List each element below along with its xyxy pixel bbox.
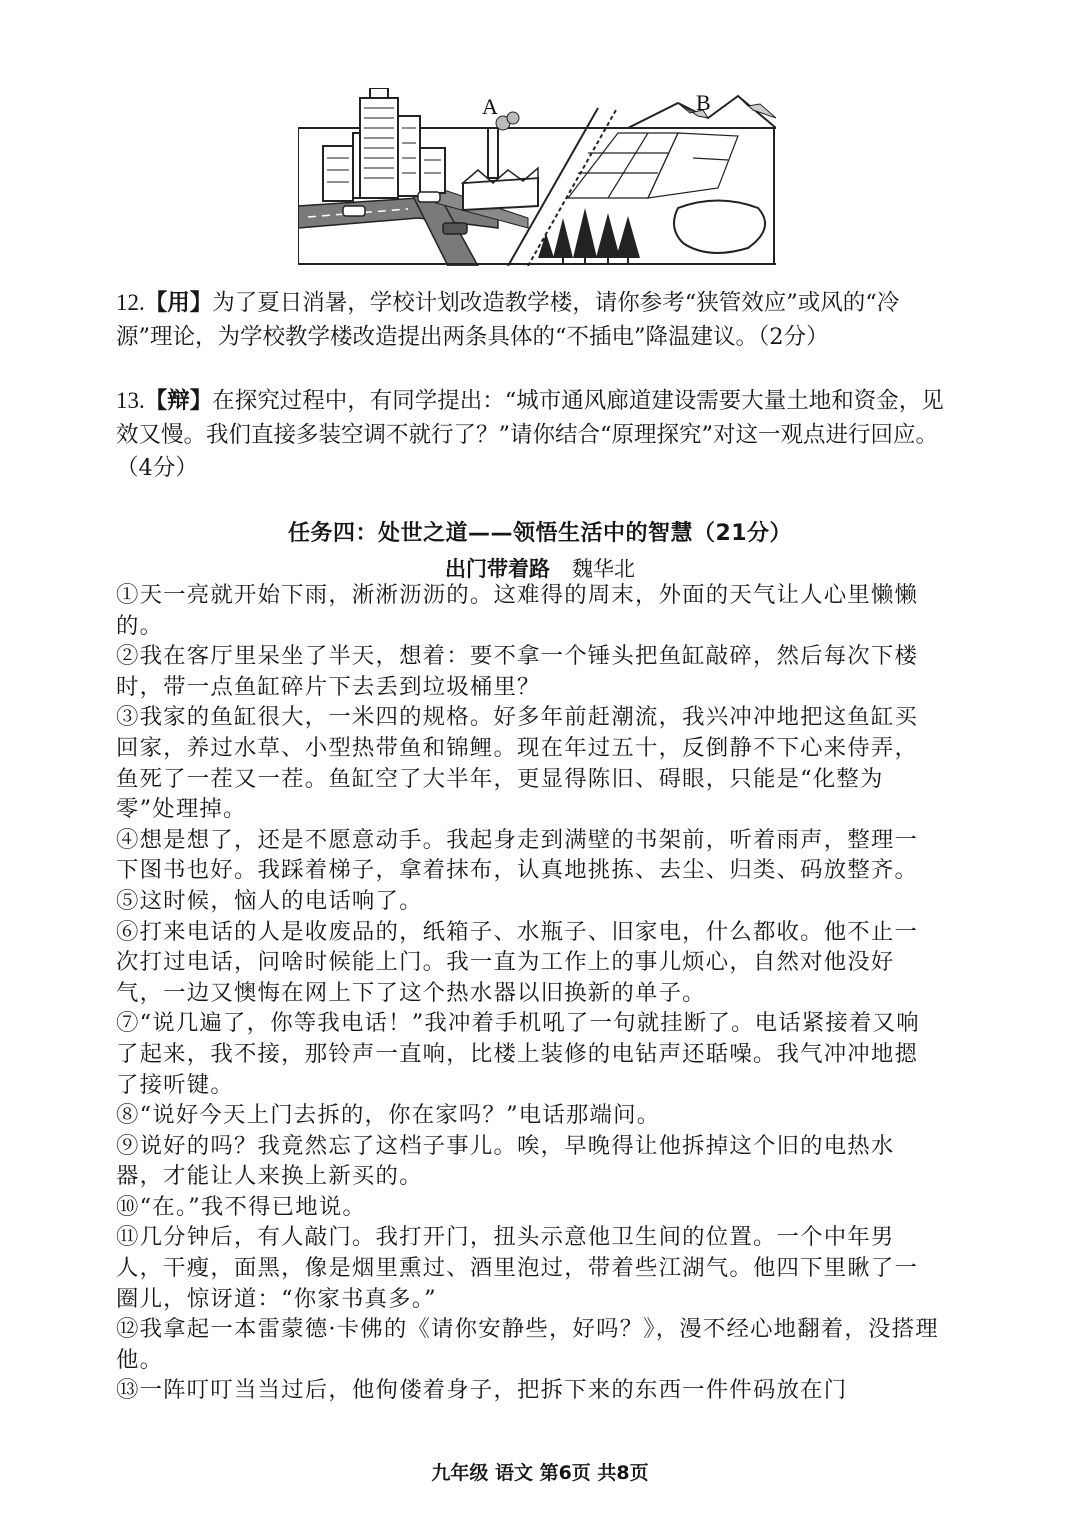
article-paragraph: ⑤这时候，恼人的电话响了。 — [116, 887, 423, 914]
article-paragraph: ⑪几分钟后，有人敲门。我打开门，扭头示意他卫生间的位置。一个中年男人，干瘦，面黑，像是烟里熏过、酒里泡过，带着些江湖气。他四下里瞅了一圈儿，惊讶道：“你家书真多。” — [116, 1224, 919, 1312]
question-tag: 【辩】 — [144, 388, 213, 414]
article-paragraph: ⑫我拿起一本雷蒙德·卡佛的《请你安静些，好吗？》，漫不经心地翻着，没搭理他。 — [116, 1316, 939, 1373]
section-title: 任务四：处世之道——领悟生活中的智慧（21分） — [287, 521, 793, 546]
article-title: 出门带着路 — [445, 557, 550, 581]
article-paragraph: ④想是想了，还是不愿意动手。我起身走到满壁的书架前，听着雨声，整理一下图书也好。我踩着梯子，拿着抹布，认真地挑拣、去尘、归类、码放整齐。 — [116, 826, 919, 884]
city-vs-nature-illustration — [298, 88, 776, 266]
article-paragraph: ⑩“在。”我不得已地说。 — [116, 1193, 366, 1220]
question-12 — [116, 286, 952, 354]
page-footer: 九年级 语文 第6页 共8页 — [431, 1462, 649, 1484]
question-text: 在探究过程中，有同学提出：“城市通风廊道建设需要大量土地和资金，见效又慢。我们直接多装空调不就行了？”请你结合“原理探究”对这一观点进行回应。（4分） — [116, 388, 944, 481]
article-author: 魏华北 — [572, 557, 635, 581]
question-number: 12. — [116, 290, 145, 315]
article-paragraph: ②我在客厅里呆坐了半天，想着：要不拿一个锤头把鱼缸敲碎，然后每次下楼时，带一点鱼缸碎片下去丢到垃圾桶里？ — [116, 643, 919, 700]
article-paragraph: ③我家的鱼缸很大，一米四的规格。好多年前赶潮流，我兴冲冲地把这鱼缸买回家，养过水草、小型热带鱼和锦鲤。现在年过五十，反倒静不下心来侍弄，鱼死了一茬又一茬。鱼缸空了大半年，更显得陈旧、碍眼，只能是“化整为零”处理掉。 — [116, 704, 919, 823]
question-13 — [116, 384, 952, 486]
question-number: 13. — [116, 388, 145, 413]
question-text: 为了夏日消暑，学校计划改造教学楼，请你参考“狭管效应”或风的“冷源”理论，为学校教学楼改造提出两条具体的“不插电”降温建议。（2分） — [116, 290, 900, 350]
article-paragraph: ⑨说好的吗？我竟然忘了这档子事儿。唉，早晚得让他拆掉这个旧的电热水器，才能让人来换上新买的。 — [116, 1132, 895, 1190]
figure-label-b: B — [696, 90, 711, 115]
article-paragraph: ⑦“说几遍了，你等我电话！”我冲着手机吼了一句就挂断了。电话紧接着又响了起来，我不接，那铃声一直响，比楼上装修的电钻声还聒噪。我气冲冲地摁了接听键。 — [116, 1010, 920, 1098]
figure-label-a: A — [482, 94, 498, 119]
question-tag: 【用】 — [144, 290, 213, 316]
article-heading — [0, 553, 1080, 583]
article-body — [116, 580, 940, 1406]
article-paragraph: ⑧“说好今天上门去拆的，你在家吗？”电话那端问。 — [116, 1102, 661, 1129]
article-paragraph: ①天一亮就开始下雨，淅淅沥沥的。这难得的周末，外面的天气让人心里懒懒的。 — [116, 582, 919, 639]
article-paragraph: ⑬一阵叮叮当当过后，他佝偻着身子，把拆下来的东西一件件码放在门 — [116, 1377, 848, 1404]
article-paragraph: ⑥打来电话的人是收废品的，纸箱子、水瓶子、旧家电，什么都收。他不止一次打过电话，问啥时候能上门。我一直为工作上的事儿烦心，自然对他没好气，一边又懊悔在网上下了这个热水器以旧换新的单子。 — [116, 918, 919, 1006]
